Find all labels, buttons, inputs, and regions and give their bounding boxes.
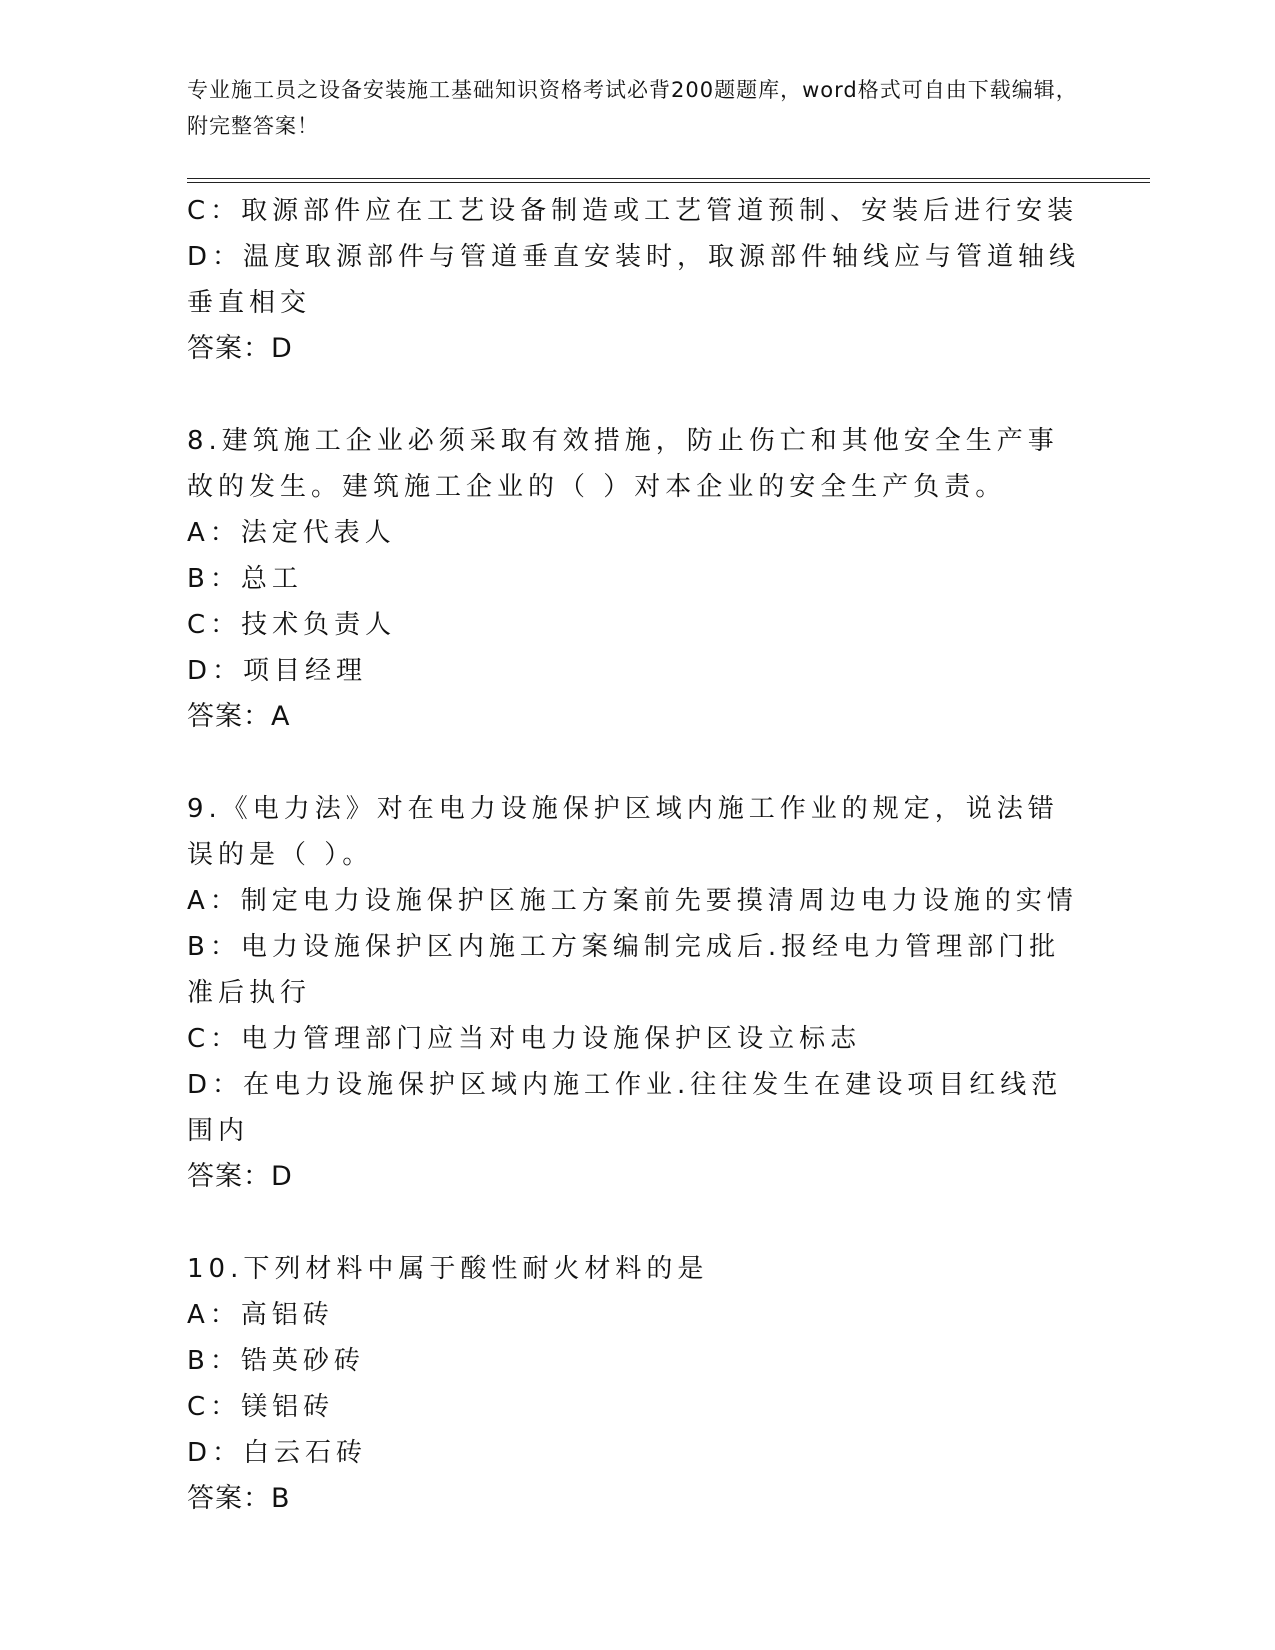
answer: 答案：D [187,333,293,364]
answer: 答案：D [187,1161,293,1192]
option-d: D：温度取源部件与管道垂直安装时，取源部件轴线应与管道轴线垂直相交 [187,242,1081,318]
answer: 答案：A [187,701,291,732]
spacer [187,740,1087,786]
document-title: 专业施工员之设备安装施工基础知识资格考试必背200题题库，word格式可自由下载编辑，附完整答案！ [187,78,1078,138]
page-header [187,72,1087,144]
spacer [187,372,1087,418]
option-d: D：白云石砖 [187,1438,368,1468]
question-9 [187,786,1087,1200]
document-body [187,188,1087,1522]
question-stem: 10.下列材料中属于酸性耐火材料的是 [187,1254,709,1284]
question-stem: 9.《电力法》对在电力设施保护区域内施工作业的规定，说法错误的是（ ）。 [187,794,1059,870]
header-double-rule [187,178,1150,183]
option-d: D：项目经理 [187,656,368,686]
option-d: D：在电力设施保护区域内施工作业.往往发生在建设项目红线范围内 [187,1070,1063,1146]
question-7-continued [187,188,1087,372]
option-c: C：镁铝砖 [187,1392,335,1422]
question-8 [187,418,1087,740]
option-a: A：法定代表人 [187,518,396,548]
spacer [187,1200,1087,1246]
question-stem: 8.建筑施工企业必须采取有效措施，防止伤亡和其他安全生产事故的发生。建筑施工企业的（ ）对本企业的安全生产负责。 [187,426,1059,502]
option-c: C：技术负责人 [187,610,397,640]
option-c: C：电力管理部门应当对电力设施保护区设立标志 [187,1024,862,1054]
option-a: A：制定电力设施保护区施工方案前先要摸清周边电力设施的实情 [187,886,1078,916]
option-a: A：高铝砖 [187,1300,334,1330]
question-10 [187,1246,1087,1522]
answer: 答案：B [187,1483,291,1514]
option-b: B：总工 [187,564,303,594]
option-c: C：取源部件应在工艺设备制造或工艺管道预制、安装后进行安装 [187,196,1079,226]
option-b: B：电力设施保护区内施工方案编制完成后.报经电力管理部门批准后执行 [187,932,1061,1008]
option-b: B：锆英砂砖 [187,1346,365,1376]
